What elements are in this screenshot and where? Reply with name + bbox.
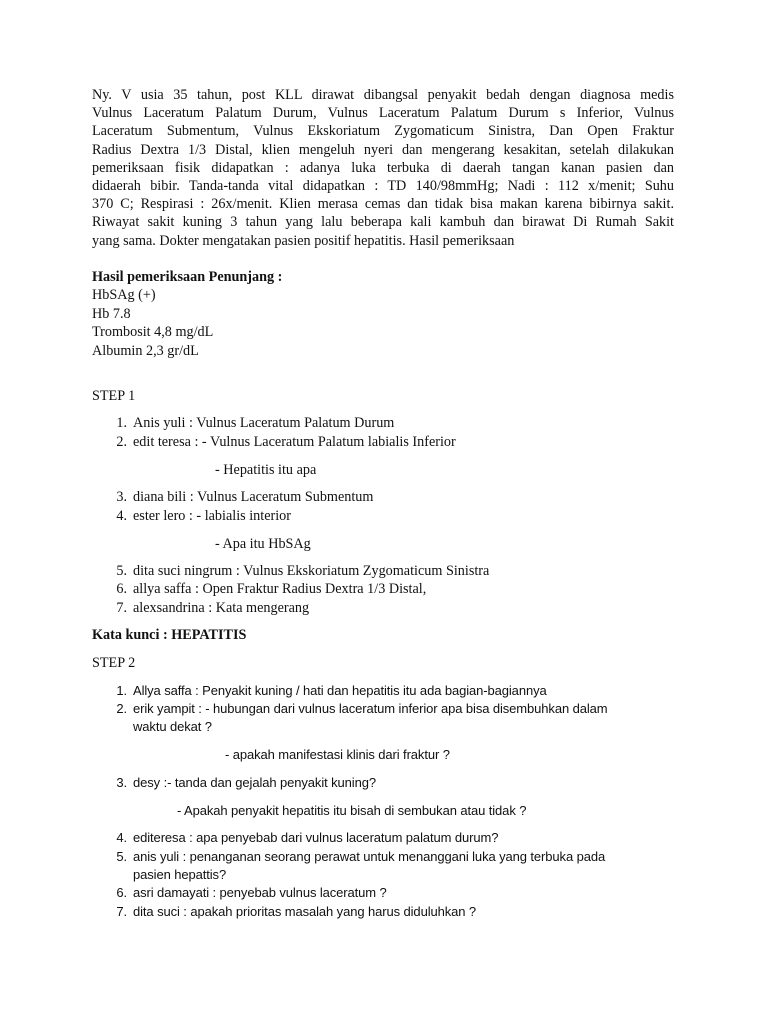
list-text: ester lero : - labialis interior xyxy=(133,508,291,524)
lab-result-line: Albumin 2,3 gr/dL xyxy=(92,342,199,359)
list-number: 3. xyxy=(116,775,127,790)
lab-result-line: Hb 7.8 xyxy=(92,305,131,322)
list-text: allya saffa : Open Fraktur Radius Dextra 1/3 Distal, xyxy=(133,581,427,597)
list-subitem: - Hepatitis itu apa xyxy=(215,462,317,478)
list-number: 4. xyxy=(116,830,127,845)
list-text: alexsandrina : Kata mengerang xyxy=(133,600,310,616)
list-number: 3. xyxy=(116,489,127,505)
list-text: anis yuli : penanganan seorang perawat untuk menanggani luka yang terbuka pada xyxy=(133,849,606,864)
keyword-heading: Kata kunci : HEPATITIS xyxy=(92,627,247,643)
case-description xyxy=(92,86,674,250)
case-line: pemeriksaan fisik didapatkan : adanya luka terbuka di daerah tangan kanan pasien dan xyxy=(92,159,674,176)
list-text: diana bili : Vulnus Laceratum Submentum xyxy=(133,489,374,505)
lab-result-line: HbSAg (+) xyxy=(92,287,156,304)
lab-result-line: Trombosit 4,8 mg/dL xyxy=(92,324,214,341)
case-line: Laceratum Submentum, Vulnus Ekskoriatum Zygomaticum Sinistra, Dan Open Fraktur xyxy=(92,123,674,140)
list-text: asri damayati : penyebab vulnus laceratum ? xyxy=(133,885,387,900)
step2-heading: STEP 2 xyxy=(92,655,136,671)
case-line: Riwayat sakit kuning 3 tahun yang lalu beberapa kali kambuh dan birawat Di Rumah Sakit xyxy=(92,214,674,231)
list-text: Anis yuli : Vulnus Laceratum Palatum Durum xyxy=(133,415,395,431)
case-line: Ny. V usia 35 tahun, post KLL dirawat dibangsal penyakit bedah dengan diagnosa medis xyxy=(92,87,674,103)
list-subitem: - Apakah penyakit hepatitis itu bisah di sembukan atau tidak ? xyxy=(177,803,527,818)
lab-results-heading: Hasil pemeriksaan Penunjang : xyxy=(92,269,283,285)
list-text: erik yampit : - hubungan dari vulnus laceratum inferior apa bisa disembuhkan dalam xyxy=(133,701,608,716)
list-subitem: - Apa itu HbSAg xyxy=(215,536,311,552)
case-line: yang sama. Dokter mengatakan pasien positif hepatitis. Hasil pemeriksaan xyxy=(92,232,515,249)
list-item-continuation: pasien hepattis? xyxy=(133,867,227,882)
list-item-continuation: waktu dekat ? xyxy=(133,719,212,734)
step1-heading: STEP 1 xyxy=(92,388,136,404)
list-number: 5. xyxy=(116,849,127,864)
list-text: edit teresa : - Vulnus Laceratum Palatum labialis Inferior xyxy=(133,434,456,450)
list-text: editeresa : apa penyebab dari vulnus laceratum palatum durum? xyxy=(133,830,499,845)
list-number: 2. xyxy=(116,701,127,716)
case-line: 370 C; Respirasi : 26x/menit. Klien merasa cemas dan tidak bisa makan karena bibirnya sakit. xyxy=(92,196,674,213)
list-text: Allya saffa : Penyakit kuning / hati dan hepatitis itu ada bagian-bagiannya xyxy=(133,683,547,698)
lab-results xyxy=(92,268,282,360)
list-number: 6. xyxy=(116,885,127,900)
case-line: Vulnus Laceratum Palatum Durum, Vulnus Laceratum Palatum Durum s Inferior, Vulnus xyxy=(92,105,674,122)
list-number: 7. xyxy=(116,904,127,919)
list-number: 2. xyxy=(116,434,127,450)
case-line: Radius Dextra 1/3 Distal, klien mengeluh nyeri dan mengerang kesakitan, setelah dilakukan xyxy=(92,141,674,158)
list-number: 1. xyxy=(116,683,127,698)
list-number: 4. xyxy=(116,508,127,524)
case-line: didaerah bibir. Tanda-tanda vital didapatkan : TD 140/98mmHg; Nadi : 112 x/menit; Suhu xyxy=(92,178,674,195)
list-text: dita suci : apakah prioritas masalah yang harus diduluhkan ? xyxy=(133,904,477,919)
list-number: 1. xyxy=(116,415,127,431)
list-number: 6. xyxy=(116,581,127,597)
list-number: 5. xyxy=(116,563,127,579)
list-subitem: - apakah manifestasi klinis dari fraktur ? xyxy=(225,747,450,762)
list-text: desy :- tanda dan gejalah penyakit kuning? xyxy=(133,775,376,790)
list-text: dita suci ningrum : Vulnus Ekskoriatum Zygomaticum Sinistra xyxy=(133,563,490,579)
list-number: 7. xyxy=(116,600,127,616)
